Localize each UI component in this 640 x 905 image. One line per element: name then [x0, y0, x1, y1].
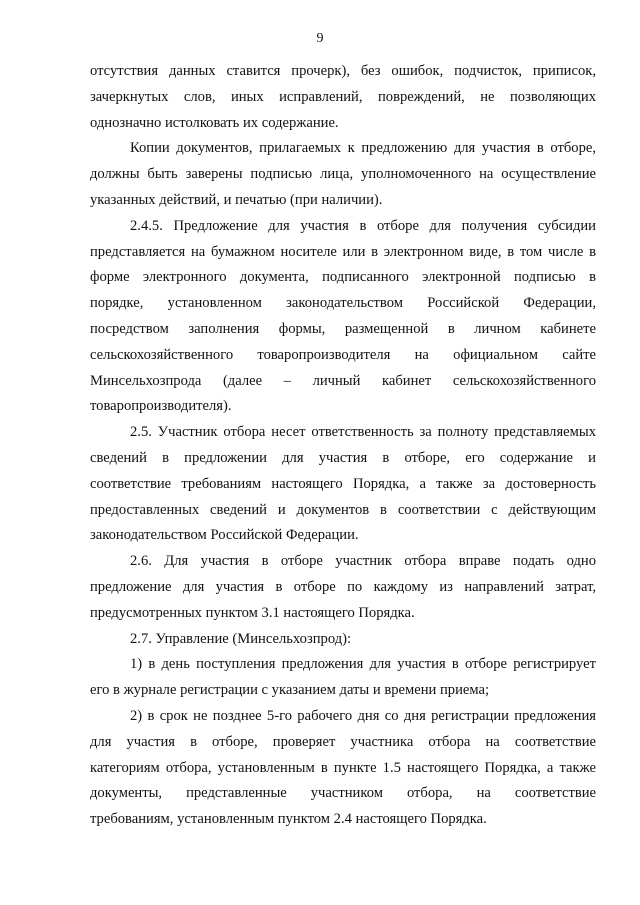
text-line: 2.5. Участник отбора несет ответственность за полноту представляемых	[130, 424, 596, 441]
text-line: форме электронного документа, подписанного электронной подписью в	[90, 269, 596, 286]
text-line: предложение для участия в отборе по каждому из направлений затрат,	[90, 578, 596, 595]
text-line: Минсельхозпрода (далее – личный кабинет сельскохозяйственного	[90, 372, 596, 389]
text-line: 2.7. Управление (Минсельхозпрод):	[130, 630, 352, 647]
paragraph	[90, 214, 596, 420]
paragraph	[90, 549, 596, 626]
text-line: предусмотренных пунктом 3.1 настоящего Порядка.	[90, 604, 415, 621]
paragraph	[90, 136, 596, 213]
text-line: зачеркнутых слов, иных исправлений, повреждений, не позволяющих	[90, 88, 596, 105]
document-body	[90, 59, 596, 833]
text-line: 2.4.5. Предложение для участия в отборе для получения субсидии	[130, 217, 596, 234]
text-line: сельскохозяйственного товаропроизводителя на официальном сайте	[90, 346, 596, 363]
text-line: 1) в день поступления предложения для участия в отборе регистрирует	[130, 656, 596, 673]
text-line: отсутствия данных ставится прочерк), без ошибок, подчисток, приписок,	[90, 63, 596, 79]
text-line: требованиям, установленным пунктом 2.4 настоящего Порядка.	[90, 811, 487, 828]
paragraph	[90, 59, 596, 136]
text-line: Копии документов, прилагаемых к предложению для участия в отборе,	[130, 140, 596, 157]
text-line: документы, представленные участником отбора, на соответствие	[90, 785, 596, 802]
text-line: товаропроизводителя).	[90, 398, 232, 415]
text-line: категориям отбора, установленным в пункте 1.5 настоящего Порядка, а также	[90, 759, 596, 776]
paragraph	[90, 627, 596, 653]
text-line: сведений в предложении для участия в отборе, его содержание и	[90, 449, 596, 466]
text-line: соответствие требованиям настоящего Порядка, а также за достоверность	[90, 475, 596, 492]
paragraph	[90, 704, 596, 833]
paragraph	[90, 652, 596, 704]
text-line: однозначно истолковать их содержание.	[90, 114, 339, 131]
text-line: представляется на бумажном носителе или в электронном виде, в том числе в	[90, 243, 596, 260]
text-line: его в журнале регистрации с указанием даты и времени приема;	[90, 682, 490, 699]
text-line: 2.6. Для участия в отборе участник отбора вправе подать одно	[130, 553, 596, 570]
text-line: посредством заполнения формы, размещенной в личном кабинете	[90, 320, 596, 337]
text-line: предоставленных сведений и документов в соответствии с действующим	[90, 501, 596, 518]
paragraph	[90, 420, 596, 549]
page-number: 9	[316, 31, 324, 46]
text-line: порядке, установленном законодательством Российской Федерации,	[90, 295, 596, 312]
text-line: для участия в отборе, проверяет участника отбора на соответствие	[90, 733, 596, 750]
text-line: законодательством Российской Федерации.	[90, 527, 359, 544]
text-line: указанных действий, и печатью (при наличии).	[90, 191, 383, 208]
text-line: 2) в срок не позднее 5-го рабочего дня со дня регистрации предложения	[130, 707, 596, 724]
text-line: должны быть заверены подписью лица, уполномоченного на осуществление	[90, 166, 596, 183]
